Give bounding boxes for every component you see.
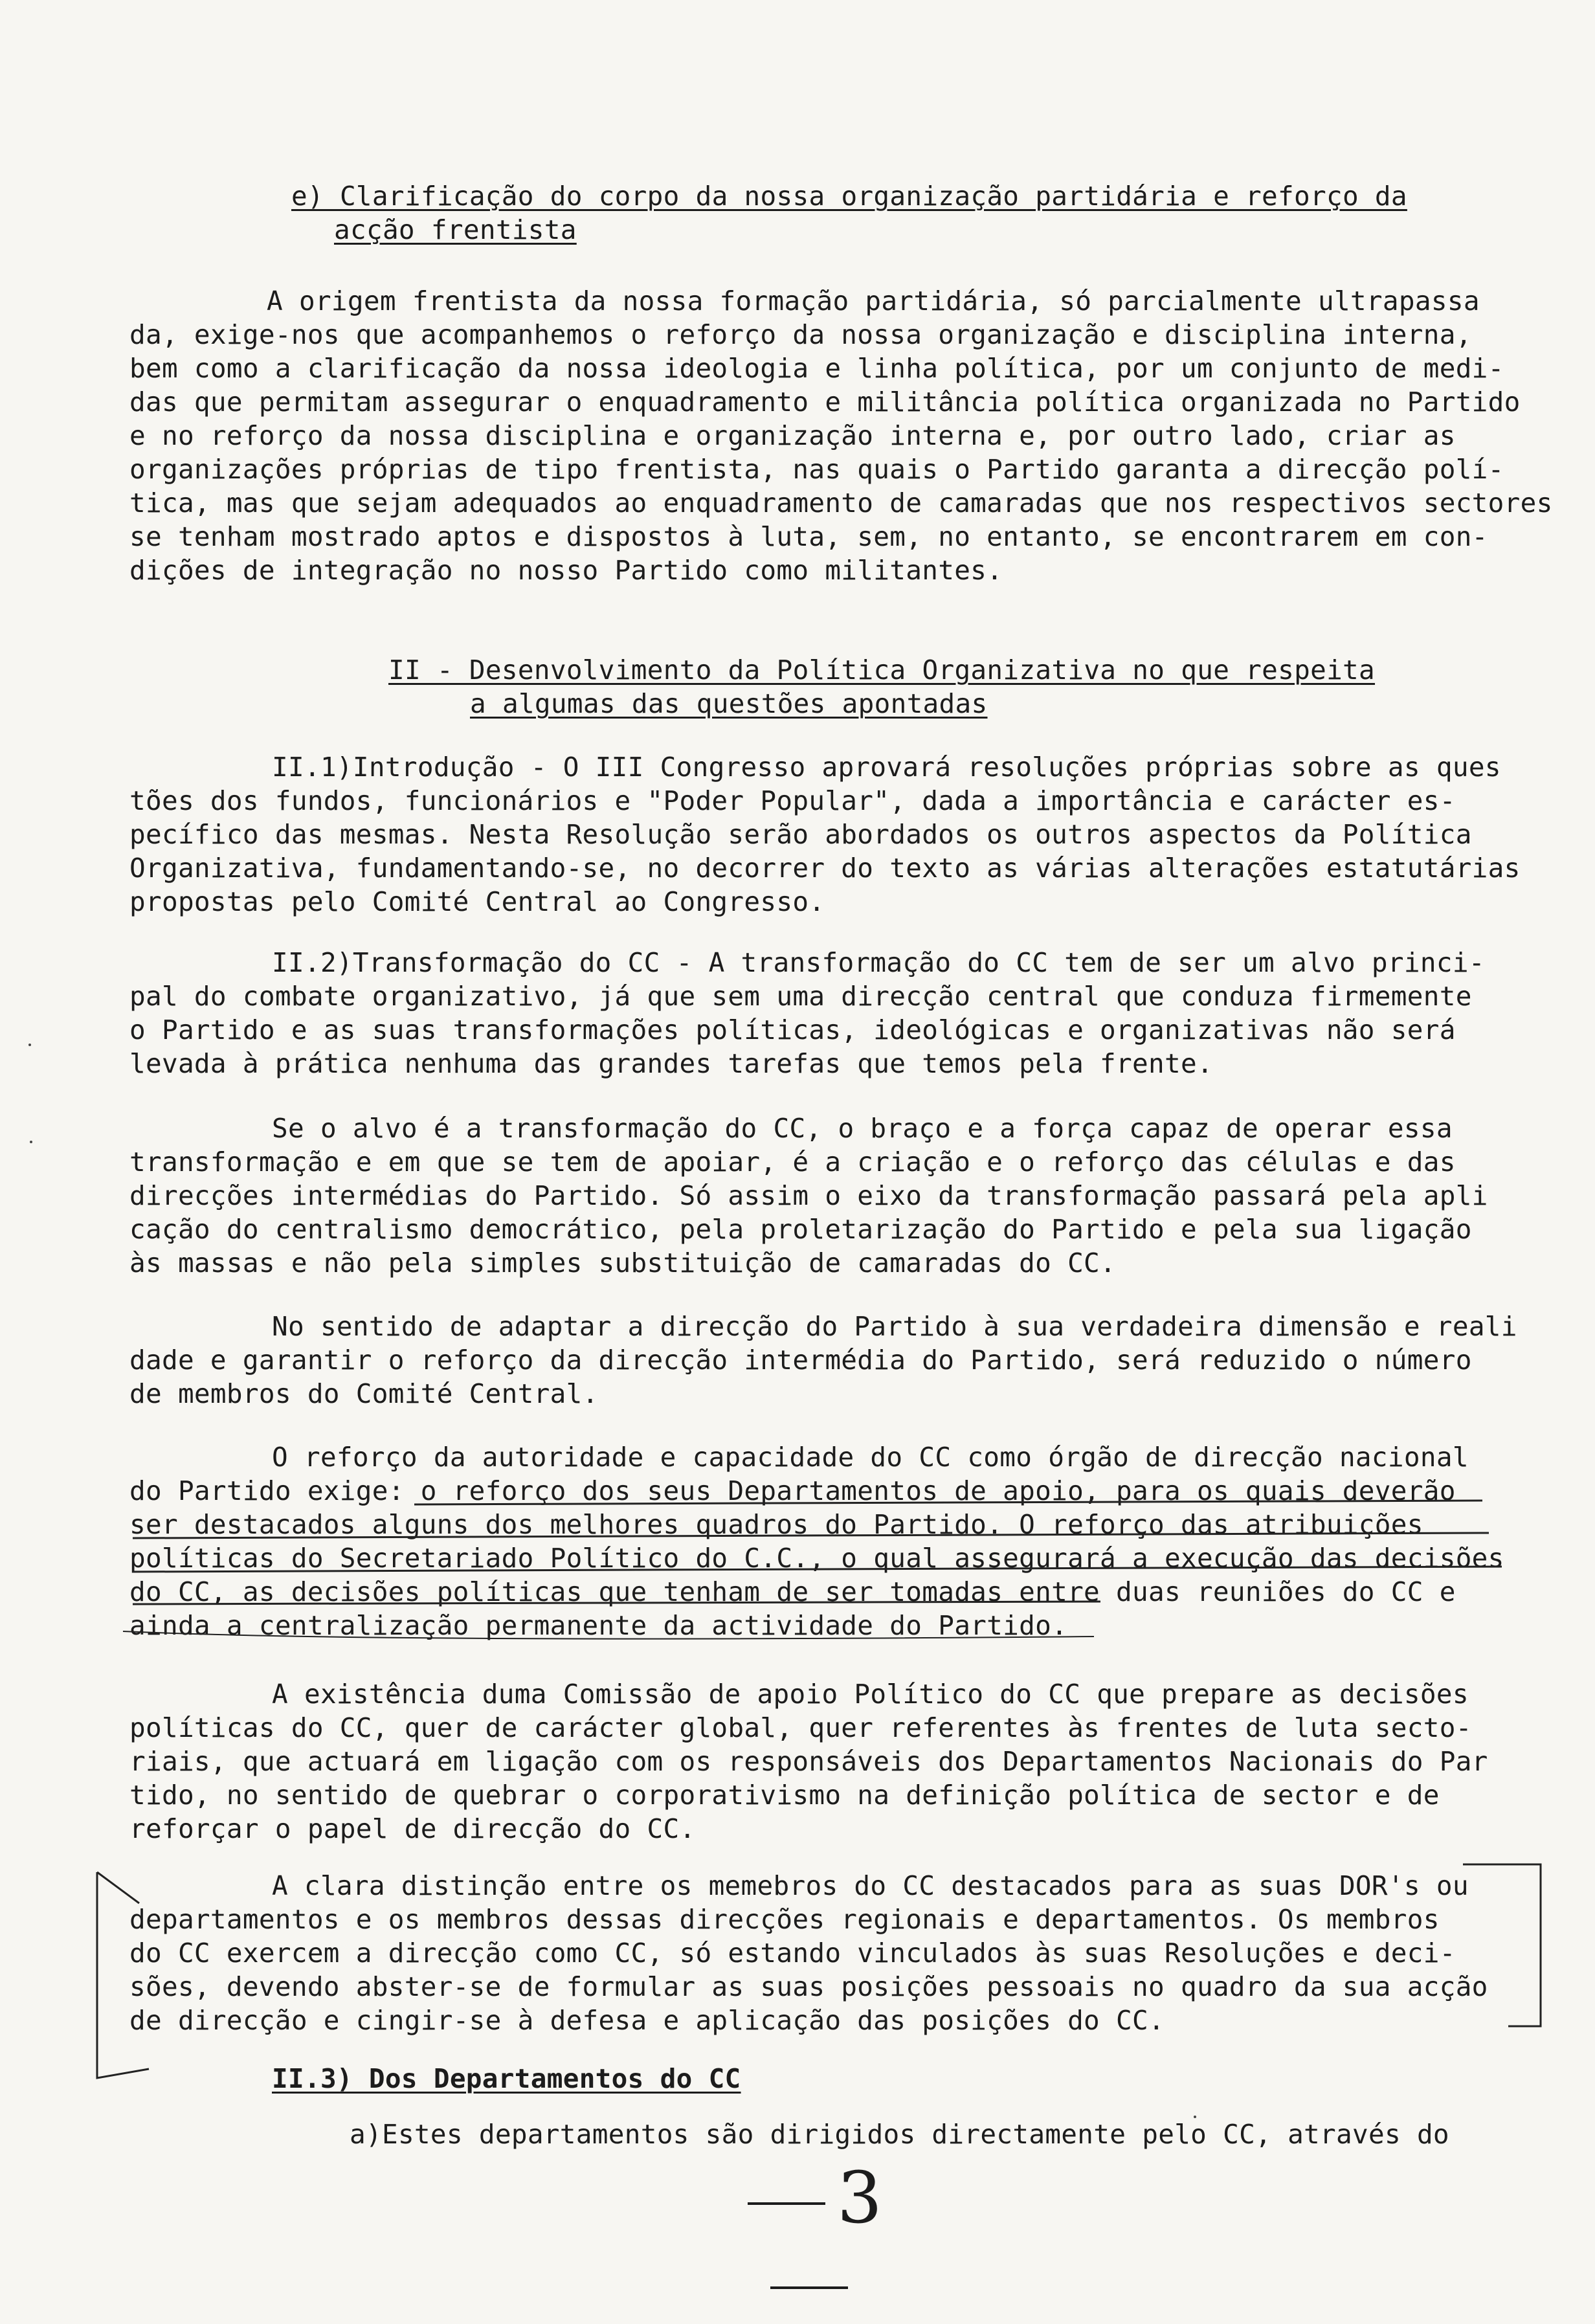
text-line: o Partido e as suas transformações políticas, ideológicas e organizativas não será [129, 1014, 1456, 1045]
section-ii3-title: II.3) Dos Departamentos do CC [272, 2063, 741, 2094]
text-line: direcções intermédias do Partido. Só assim o eixo da transformação passará pela apli [129, 1180, 1488, 1211]
annotation-underline [133, 1533, 1489, 1538]
text-line: II.2)Transformação do CC - A transformação do CC tem de ser um alvo princi- [272, 947, 1485, 978]
text-line: Organizativa, fundamentando-se, no decorrer do texto as várias alterações estatutárias [129, 853, 1521, 884]
section-ii-title-line1: II - Desenvolvimento da Política Organizativa no que respeita [388, 654, 1376, 686]
text-line: dade e garantir o reforço da direcção intermédia do Partido, será reduzido o número [129, 1345, 1472, 1376]
section-e-title-line2: acção frentista [334, 214, 577, 245]
text-line: sões, devendo abster-se de formular as suas posições pessoais no quadro da sua acção [129, 1971, 1488, 2002]
text-line: do Partido exige: o reforço dos seus Departamentos de apoio, para os quais deverão [129, 1475, 1456, 1506]
scan-speck [1194, 2116, 1196, 2118]
text-line: políticas do Secretariado Político do C.C., o qual assegurará a execução das decisões [129, 1543, 1504, 1574]
text-line: A origem frentista da nossa formação partidária, só parcialmente ultrapassa [267, 285, 1480, 317]
text-line: e no reforço da nossa disciplina e organização interna e, por outro lado, criar as [129, 420, 1456, 451]
text-line: levada à prática nenhuma das grandes tarefas que temos pela frente. [129, 1048, 1213, 1079]
text-line: ser destacados alguns dos melhores quadros do Partido. O reforço das atribuições [129, 1509, 1423, 1540]
text-line: se tenham mostrado aptos e dispostos à luta, sem, no entanto, se encontrarem em con- [129, 521, 1488, 552]
annotation-underline [123, 1631, 1094, 1639]
text-line: tões dos fundos, funcionários e "Poder Popular", dada a importância e carácter es- [129, 785, 1456, 816]
annotation-underline [133, 1567, 1502, 1572]
text-line: do CC, as decisões políticas que tenham de ser tomadas entre duas reuniões do CC e [129, 1576, 1456, 1607]
left-bracket [97, 1872, 149, 2078]
text-line: pal do combate organizativo, já que sem uma direcção central que conduza firmemente [129, 981, 1472, 1012]
dash-right [770, 2286, 848, 2289]
text-line: da, exige-nos que acompanhemos o reforço da nossa organização e disciplina interna, [129, 319, 1472, 350]
text-line: às massas e não pela simples substituição de camaradas do CC. [129, 1247, 1117, 1279]
text-line: dições de integração no nosso Partido como militantes. [129, 555, 1003, 586]
text-line: A existência duma Comissão de apoio Político do CC que prepare as decisões [272, 1679, 1469, 1710]
left-bracket-tick [97, 1872, 139, 1903]
text-line: tica, mas que sejam adequados ao enquadramento de camaradas que nos respectivos sectores [129, 487, 1553, 519]
annotation-underline [414, 1501, 1482, 1504]
text-line: de membros do Comité Central. [129, 1378, 599, 1409]
text-line: riais, que actuará em ligação com os responsáveis dos Departamentos Nacionais do Par [129, 1746, 1488, 1777]
text-line: de direcção e cingir-se à defesa e aplicação das posições do CC. [129, 2005, 1165, 2036]
section-ii-title-line2: a algumas das questões apontadas [470, 688, 988, 719]
scan-speck [30, 1141, 32, 1143]
scan-speck [28, 1044, 31, 1046]
text-line: ainda a centralização permanente da actividade do Partido. [129, 1610, 1068, 1641]
text-line: A clara distinção entre os memebros do CC destacados para as suas DOR's ou [272, 1870, 1469, 1901]
text-line: reforçar o papel de direcção do CC. [129, 1813, 696, 1844]
text-line: das que permitam assegurar o enquadramento e militância política organizada no Partido [129, 386, 1521, 418]
text-line: propostas pelo Comité Central ao Congresso. [129, 886, 825, 917]
text-line: No sentido de adaptar a direcção do Partido à sua verdadeira dimensão e reali [272, 1311, 1517, 1342]
annotation-underline [133, 1602, 1100, 1604]
text-line: cação do centralismo democrático, pela proletarização do Partido e pela sua ligação [129, 1214, 1472, 1245]
text-line: II.1)Introdução - O III Congresso aprovará resoluções próprias sobre as ques [272, 752, 1501, 783]
section-e-title-line1: e) Clarificação do corpo da nossa organização partidária e reforço da [291, 181, 1407, 212]
text-line: Se o alvo é a transformação do CC, o braço e a força capaz de operar essa [272, 1113, 1453, 1144]
right-bracket [1463, 1864, 1541, 2026]
page-number-value: 3 [837, 2156, 882, 2239]
text-line: bem como a clarificação da nossa ideologia e linha política, por um conjunto de medi- [129, 353, 1504, 384]
text-line: políticas do CC, quer de carácter global, quer referentes às frentes de luta secto- [129, 1712, 1472, 1743]
text-line: do CC exercem a direcção como CC, só estando vinculados às suas Resoluções e deci- [129, 1938, 1456, 1969]
text-line: O reforço da autoridade e capacidade do CC como órgão de direcção nacional [272, 1442, 1469, 1473]
text-line: departamentos e os membros dessas direcções regionais e departamentos. Os membros [129, 1904, 1440, 1935]
text-line: transformação e em que se tem de apoiar, é a criação e o reforço das células e das [129, 1146, 1456, 1178]
text-line: tido, no sentido de quebrar o corporativismo na definição política de sector e de [129, 1780, 1440, 1811]
text-line: organizações próprias de tipo frentista, nas quais o Partido garanta a direcção polí- [129, 454, 1504, 485]
section-ii3-item-a: a)Estes departamentos são dirigidos directamente pelo CC, através do [350, 2119, 1449, 2150]
text-line: pecífico das mesmas. Nesta Resolução serão abordados os outros aspectos da Política [129, 819, 1472, 850]
